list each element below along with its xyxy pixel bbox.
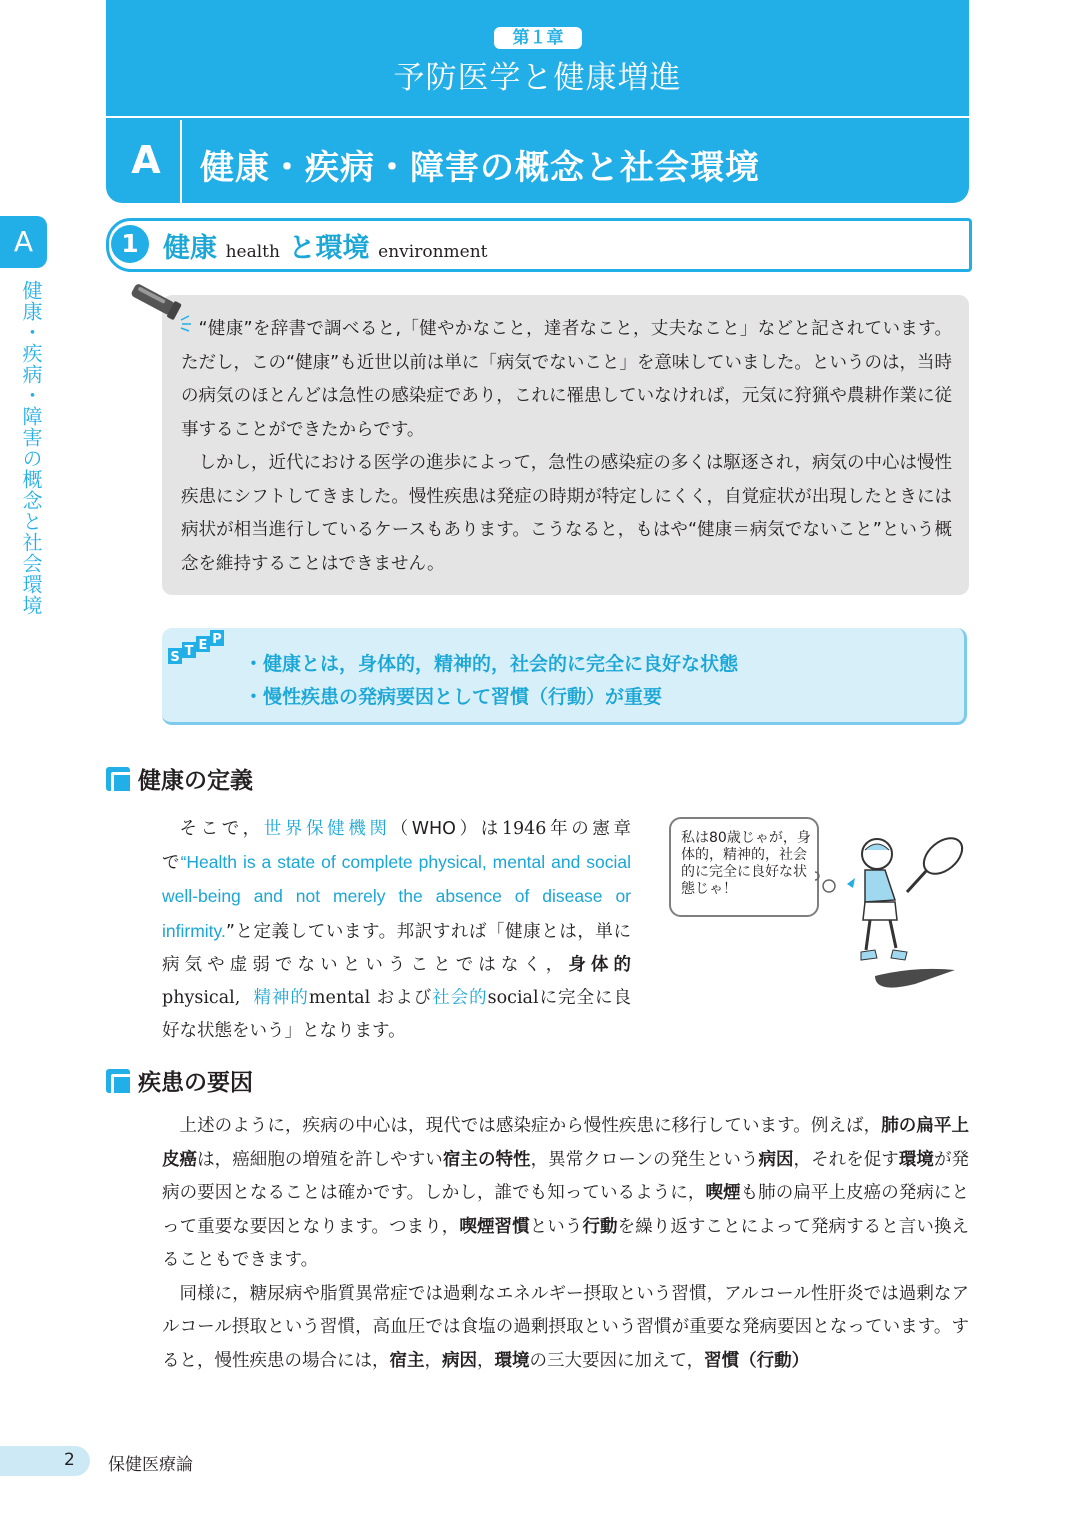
cause-p2a: 同様に，糖尿病や脂質異常症では過剰なエネルギー摂取という習慣，アルコール性肝炎では過剰なアルコール摂取という習慣，高血圧では食塩の過剰摂取という習慣が重要な発病要因となっています。すると，慢性疾患の場合には， [162,1283,969,1371]
cause-b6: 喫煙習慣 [459,1216,530,1237]
section-title: 健康・疾病・障害の概念と社会環境 [200,148,760,188]
step-point-2: ・慢性疾患の発病要因として習慣（行動）が重要 [244,686,663,708]
header-divider [106,116,969,118]
cause-p2b1: 宿主 [389,1350,425,1371]
cause-b3: 病因 [758,1149,794,1170]
subsection-en2: environment [378,242,488,262]
def-ment-jp: 精神的 [253,988,309,1009]
def-t2: （WHO）は [390,819,502,839]
heading-square-icon [106,767,130,791]
cause-text [162,1110,969,1378]
intro-text [181,313,952,581]
cause-b2: 宿主の特性 [442,1149,531,1170]
subsection-title [163,226,487,265]
subsection-jp1: 健康 [163,233,217,264]
def-t3: 年の憲章で [162,819,632,874]
cause-a2: は，癌細胞の増殖を許しやすい [197,1149,443,1170]
section-letter: A [131,138,161,182]
cause-a7: という [529,1216,583,1237]
page-number: 2 [64,1450,75,1470]
cause-p2b3: 環境 [494,1350,530,1371]
cause-p2b4: 習慣（行動） [704,1350,810,1371]
cause-b1: 肺の扁平上皮癌 [162,1116,969,1170]
side-tab: A [0,216,47,268]
def-year: 1946 [501,819,547,839]
heading-square-icon [106,1069,130,1093]
section-divider [180,120,182,203]
cause-p2b2: 病因 [442,1350,477,1371]
cause-a1: 上述のように，疾病の中心は，現代では感染症から慢性疾患に移行しています。例えば， [179,1116,882,1136]
def-t5: に完全に良好な状態をいう」となります。 [162,988,632,1042]
step-logo-e: E [198,638,208,653]
cause-a8: を繰り返すことによって発病すると言い換えることもできます。 [162,1216,970,1270]
cause-p2e: の三大要因に加えて， [529,1350,705,1371]
subsection-en1: health [225,242,280,262]
cause-b4: 環境 [898,1149,934,1170]
side-label: 健康・疾病・障害の概念と社会環境 [19,280,43,616]
step-points [244,648,738,714]
elderly-tennis-player-illustration [815,826,975,1016]
intro-paragraph-2: しかし，近代における医学の進歩によって，急性の感染症の多くは駆逐され，病気の中心は慢性疾患にシフトしてきました。慢性疾患は発症の時期が特定しにくく，自覚症状が出現したときには病状が相当進行しているケースもあります。こうなると，もはや“健康＝病気でないこと”という概念を維持することはできません。 [181,453,952,574]
cause-paragraph-1 [162,1110,969,1278]
cause-a5: が発病の要因となることは確かです。しかし，誰でも知っているように， [162,1149,970,1203]
cause-p2d: ， [477,1350,495,1371]
step-logo-s: S [170,650,180,665]
def-t1: そこで， [179,819,264,839]
def-ment-en: mental [308,988,371,1009]
def-and: および [376,988,433,1009]
step-logo [166,628,232,668]
chapter-tag: 第１章 [494,27,582,49]
def-phys-jp: 身体的 [568,954,631,975]
cause-heading-label: 疾患の要因 [138,1070,253,1096]
def-t4: ”と定義しています。邦訳すれば「健康とは，単に病気や虚弱でないということではなく， [162,921,631,975]
footer-band [0,1446,90,1476]
def-soc-jp: 社会的 [432,988,488,1009]
def-quote: “Health is a state of complete physical, mental and social well-being and not merely the absence of disease or infirmity. [162,852,632,941]
step-point-1: ・健康とは，身体的，精神的，社会的に完全に良好な状態 [244,653,739,675]
intro-paragraph-1: “健康”を辞書で調べると,「健やかなこと，達者なこと，丈夫なこと」などと記されています。ただし，この“健康”も近世以前は単に「病気でないこと」を意味していました。というのは，当時の病気のほとんどは急性の感染症であり，これに罹患していなければ，元気に狩猟や農耕作業に従事することができたからです。 [181,319,952,440]
subsection-jp2: と環境 [288,233,370,264]
cause-a6: も肺の扁平上皮癌の発病にとって重要な要因となります。つまり， [162,1183,969,1237]
cause-p2c: ， [424,1350,442,1371]
chapter-title: 予防医学と健康増進 [393,60,682,96]
subsection-number: 1 [111,225,149,263]
step-logo-t: T [184,644,194,659]
speech-bubble-text: 私は80歳じゃが，身体的，精神的，社会的に完全に良好な状態じゃ！ [681,830,811,897]
book-title: 保健医療論 [108,1455,193,1475]
step-logo-p: P [212,632,222,647]
def-phys-en: physical, [162,988,241,1009]
def-who: 世界保健機関 [263,819,391,839]
definition-heading [106,762,253,795]
def-soc-en: social [487,988,539,1009]
definition-text [162,813,631,1048]
cause-b7: 行動 [582,1216,618,1237]
cause-heading [106,1064,253,1097]
definition-heading-label: 健康の定義 [138,768,253,794]
cause-b5: 喫煙 [705,1183,741,1203]
cause-paragraph-2 [162,1278,969,1379]
cause-a3: ，異常クローンの発生という [530,1149,759,1170]
cause-a4: ，それを促す [793,1149,899,1170]
